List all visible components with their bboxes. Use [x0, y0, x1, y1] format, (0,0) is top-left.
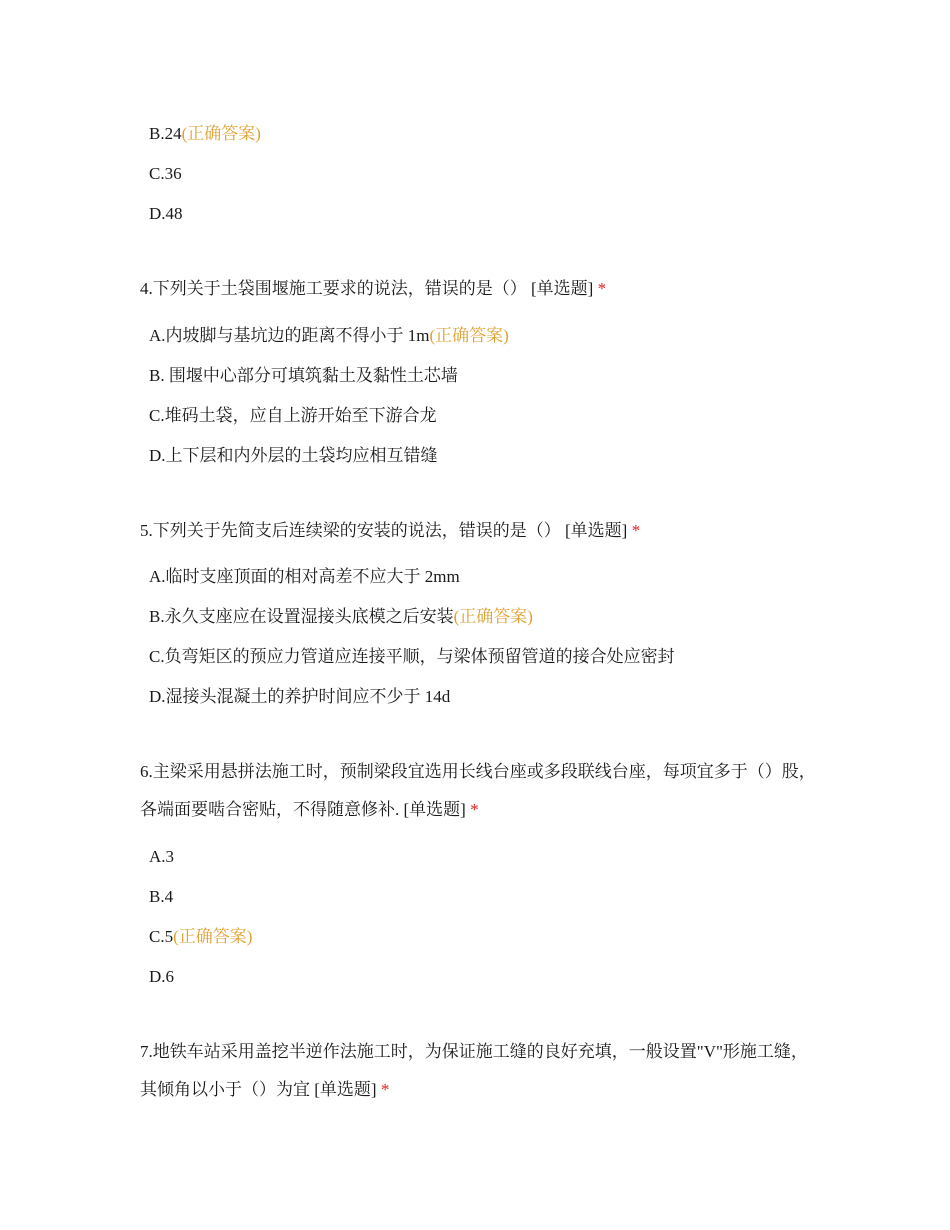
option-text: C.5: [149, 927, 174, 946]
question-6-stem: [140, 753, 820, 829]
option-q5-c: [149, 646, 675, 668]
option-text: C.36: [149, 164, 182, 183]
option-text: D.上下层和内外层的土袋均应相互错缝: [149, 446, 438, 465]
correct-answer-label: (正确答案): [453, 607, 533, 626]
option-text: C.负弯矩区的预应力管道应连接平顺，与梁体预留管道的接合处应密封: [149, 647, 675, 666]
option-q4-c: [149, 405, 437, 427]
option-q5-b: [149, 606, 533, 628]
correct-answer-label: (正确答案): [181, 124, 261, 143]
option-q3-c: [149, 163, 182, 185]
option-text: B.24: [149, 124, 182, 143]
option-q5-a: [149, 566, 460, 588]
option-q3-b: [149, 123, 261, 145]
option-text: A.内坡脚与基坑边的距离不得小于 1m: [149, 326, 430, 345]
option-q5-d: [149, 686, 450, 708]
option-q6-c: [149, 926, 252, 948]
question-7-stem: [140, 1033, 810, 1109]
option-text: A.3: [149, 847, 175, 866]
option-q4-b: [149, 365, 458, 387]
option-q4-a: [149, 325, 509, 347]
correct-answer-label: (正确答案): [173, 927, 253, 946]
correct-answer-label: (正确答案): [429, 326, 509, 345]
option-q3-d: [149, 203, 183, 225]
option-text: B.4: [149, 887, 174, 906]
question-4-stem: [140, 270, 820, 308]
question-text: 4.下列关于土袋围堰施工要求的说法，错误的是（） [单选题]: [140, 279, 594, 298]
option-text: D.48: [149, 204, 183, 223]
option-q4-d: [149, 445, 438, 467]
option-text: C.堆码土袋，应自上游开始至下游合龙: [149, 406, 437, 425]
option-text: D.湿接头混凝土的养护时间应不少于 14d: [149, 687, 451, 706]
question-5-stem: [140, 512, 820, 550]
question-text: 6.主梁采用悬拼法施工时，预制梁段宜选用长线台座或多段联线台座，每项宜多于（）股，各端面要啮合密贴，不得随意修补. [单选题]: [140, 762, 816, 819]
option-q6-a: [149, 846, 174, 868]
option-q6-d: [149, 966, 174, 988]
required-mark: *: [597, 279, 607, 298]
option-text: A.临时支座顶面的相对高差不应大于 2mm: [149, 567, 460, 586]
question-text: 5.下列关于先简支后连续梁的安装的说法，错误的是（） [单选题]: [140, 521, 628, 540]
option-text: D.6: [149, 967, 175, 986]
option-text: B. 围堰中心部分可填筑黏土及黏性土芯墙: [149, 366, 458, 385]
required-mark: *: [380, 1080, 390, 1099]
question-text: 7.地铁车站采用盖挖半逆作法施工时，为保证施工缝的良好充填，一般设置"V"形施工缝，其倾角以小于（）为宜 [单选题]: [140, 1042, 808, 1099]
option-text: B.永久支座应在设置湿接头底模之后安装: [149, 607, 454, 626]
required-mark: *: [470, 800, 479, 819]
option-q6-b: [149, 886, 173, 908]
required-mark: *: [631, 521, 641, 540]
